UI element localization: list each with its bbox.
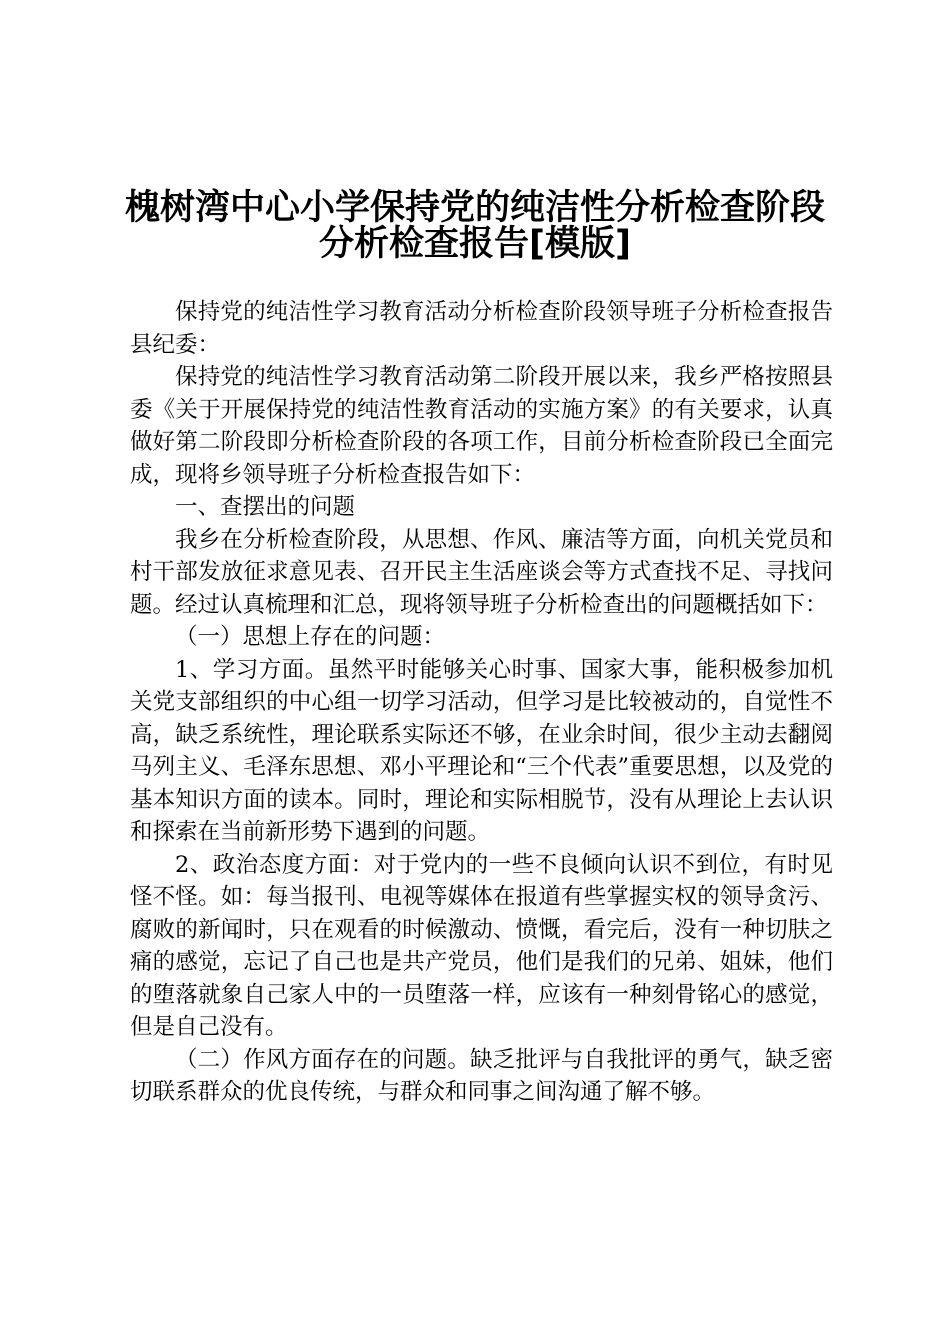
paragraph-overview: 保持党的纯洁性学习教育活动第二阶段开展以来，我乡严格按照县委《关于开展保持党的纯洁性教育活动的实施方案》的有关要求，认真做好第二阶段即分析检查阶段的各项工作，目前分析检查阶段已全面完成，现将乡领导班子分析检查报告如下： — [130, 364, 833, 488]
paragraph-analysis: 我乡在分析检查阶段，从思想、作风、廉洁等方面，向机关党员和村干部发放征求意见表、召开民主生活座谈会等方式查找不足、寻找问题。经过认真梳理和汇总，现将领导班子分析检查出的问题概括如下： — [130, 526, 833, 618]
paragraph-intro: 保持党的纯洁性学习教育活动分析检查阶段领导班子分析检查报告县纪委： — [130, 299, 833, 358]
paragraph-study: 1、学习方面。虽然平时能够关心时事、国家大事，能积极参加机关党支部组织的中心组一切学习活动，但学习是比较被动的，自觉性不高，缺乏系统性，理论联系实际还不够，在业余时间，很少主动去翻阅马列主义、毛泽东思想、邓小平理论和“三个代表”重要思想，以及党的基本知识方面的读本。同时，理论和实际相脱节，没有从理论上去认识和探索在当前新形势下遇到的问题。 — [130, 656, 833, 845]
document-title-line-2: 分析检查报告[模版] — [319, 224, 631, 264]
subsection-heading-thinking: （一）思想上存在的问题： — [175, 624, 446, 650]
section-heading-problems: 一、查摆出的问题 — [175, 494, 356, 520]
document-title-line-1: 槐树湾中心小学保持党的纯洁性分析检查阶段 — [124, 188, 825, 228]
paragraph-political-attitude: 2、政治态度方面：对于党内的一些不良倾向认识不到位，有时见怪不怪。如：每当报刊、电视等媒体在报道有些掌握实权的领导贪污、腐败的新闻时，只在观看的时候激动、愤慨，看完后，没有一种切肤之痛的感觉，忘记了自己也是共产党员，他们是我们的兄弟、姐妹，他们的堕落就象自己家人中的一员堕落一样，应该有一种刻骨铭心的感觉，但是自己没有。 — [130, 851, 833, 1040]
document-body — [130, 296, 833, 1109]
paragraph-work-style: （二）作风方面存在的问题。缺乏批评与自我批评的勇气，缺乏密切联系群众的优良传统，与群众和同事之间沟通了解不够。 — [130, 1046, 833, 1105]
